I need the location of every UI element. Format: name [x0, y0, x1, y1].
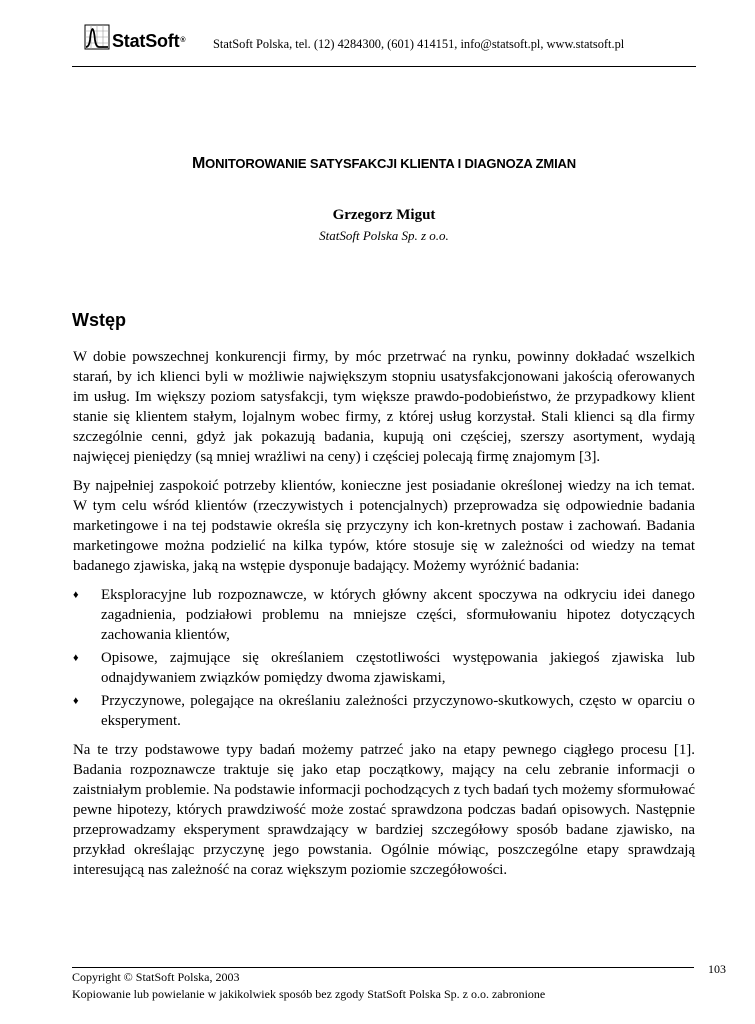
page-number: 103 [708, 962, 726, 976]
article-title: MONITOROWANIE SATYSFAKCJI KLIENTA I DIAGNOZA ZMIAN [191, 155, 577, 172]
list-item: ♦ Eksploracyjne lub rozpoznawcze, w których główny akcent spoczywa na odkryciu idei danego zagadnienia, podziałowi problemu na mniejsze części, sformułowaniu hipotez dotyczących zachowania klientów, [73, 587, 695, 643]
author-name: Grzegorz Migut [332, 207, 436, 223]
header-divider [72, 66, 696, 67]
list-item: ♦ Przyczynowe, polegające na określaniu zależności przyczynowo-skutkowych, często w oparciu o eksperyment. [73, 693, 695, 729]
footer-notice: Kopiowanie lub powielanie w jakikolwiek sposób bez zgody StatSoft Polska Sp. z o.o. zabronione [72, 987, 546, 1001]
diamond-bullet-icon: ♦ [73, 695, 79, 707]
header-contact-info: StatSoft Polska, tel. (12) 4284300, (601) 414151, info@statsoft.pl, www.statsoft.pl [213, 37, 625, 51]
list-item: ♦ Opisowe, zajmujące się określaniem częstotliwości występowania jakiegoś zjawiska lub odnajdywaniem związków pomiędzy dwoma zjawiskami, [73, 650, 695, 686]
footer-divider [72, 967, 694, 968]
footer-copyright: Copyright © StatSoft Polska, 2003 [72, 970, 240, 984]
body-text [73, 347, 695, 889]
bullet-list [73, 585, 695, 731]
section-heading: Wstęp [72, 310, 126, 330]
chart-logo-icon [84, 24, 110, 50]
author-affiliation: StatSoft Polska Sp. z o.o. [319, 228, 449, 243]
statsoft-logo [84, 24, 185, 50]
paragraph: W dobie powszechnej konkurencji firmy, by móc przetrwać na rynku, powinny dokładać wszelkich starań, by ich klienci byli w możliwie największym stopniu usatysfakcjonowani jakością oferowanych im usług. Im większy poziom satysfakcji, tym większe prawdo-podobieństwo, że przypadkowy klient stanie się klientem stałym, lojalnym wobec firmy, z której usług korzystał. Stali klienci są dla firmy szczególnie cenni, gdyż jak pokazują badania, kupują oni częściej, szerszy asortyment, wydają najwięcej pieniędzy (są mniej wrażliwi na ceny) i częściej polecają firmę znajomym [3]. [73, 349, 695, 465]
diamond-bullet-icon: ♦ [73, 652, 79, 664]
paragraph: Na te trzy podstawowe typy badań możemy patrzeć jako na etapy pewnego ciągłego procesu [1]. Badania rozpoznawcze traktuje się jako etap początkowy, mający na celu zebranie informacji o zaistniałym problemie. Na podstawie informacji pochodzących z tych badań tych możemy sformułować pewne hipotezy, których prawdziwość może zostać sprawdzona podczas badań opisowych. Następnie przeprowadzamy eksperyment sprawdzający w bardziej szczegółowy sposób badane zjawisko, na przykład określając przyczynę jego powstania. Ogólnie mówiąc, poszczególne etapy sprawdzają interesującą nas zależność na coraz większym poziomie szczegółowości. [73, 742, 695, 878]
diamond-bullet-icon: ♦ [73, 589, 79, 601]
paragraph: By najpełniej zaspokoić potrzeby klientów, konieczne jest posiadanie określonej wiedzy na ich temat. W tym celu wśród klientów (rzeczywistych i potencjalnych) przeprowadza się odpowiednie badania marketingowe i na tej podstawie określa się przyczyny ich kon-kretnych postaw i zachowań. Badania marketingowe można podzielić na kilka typów, które stosuje się w zależności od wiedzy na temat badanego zjawiska, jaką na wstępie dysponuje badający. Możemy wyróżnić badania: [73, 478, 695, 574]
logo-wordmark: StatSoft® [112, 31, 186, 51]
